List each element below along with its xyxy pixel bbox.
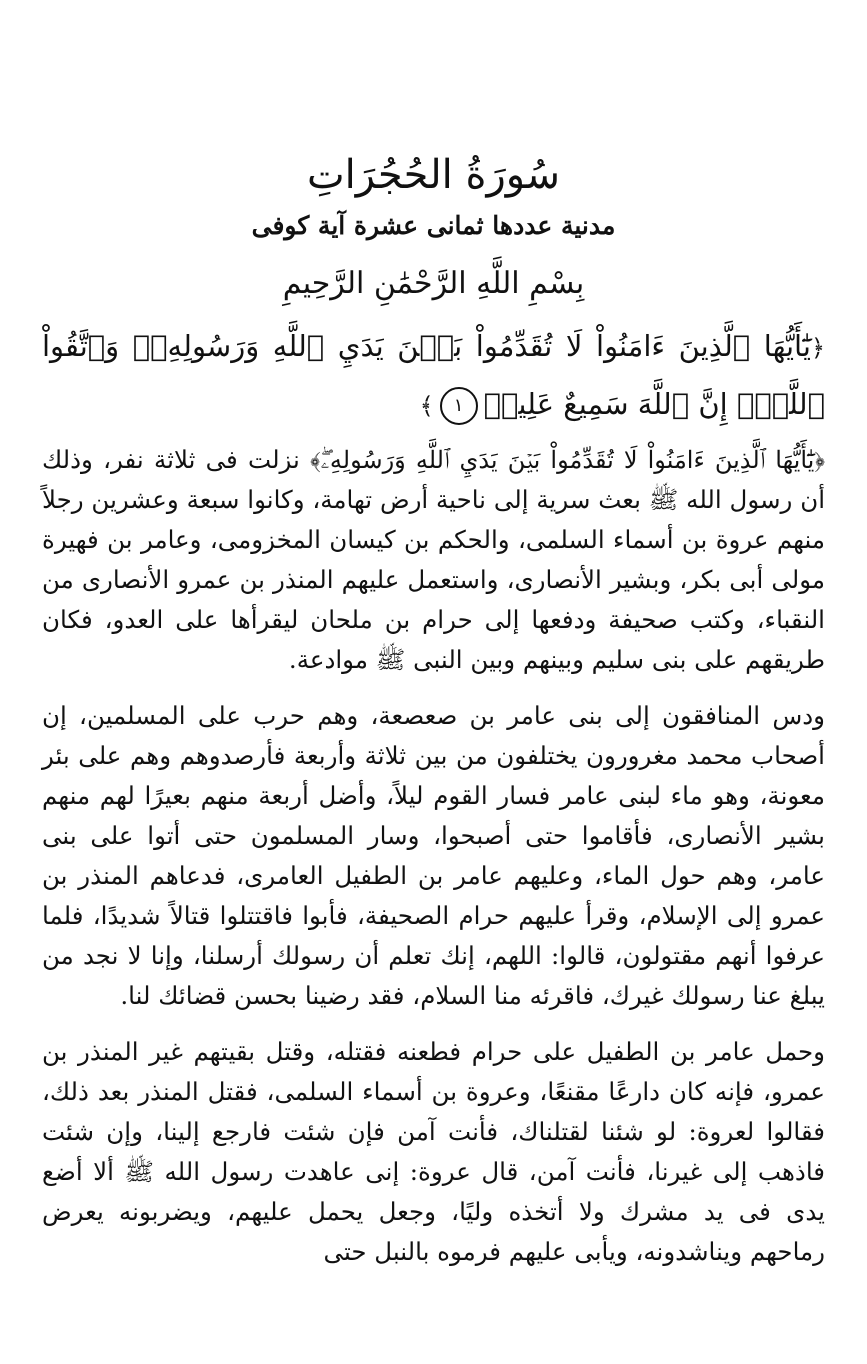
paragraph-text: نزلت فى ثلاثة نفر، وذلك أن رسول الله ﷺ بعث سرية إلى ناحية أرض تهامة، وكانوا سبعة وعشرين رجلاً منهم عروة بن أسماء السلمى، والحكم بن كيسان المخزومى، وعامر بن فهيرة مولى أبى بكر، وبشير الأنصارى، واستعمل عليهم المنذر بن عمرو الأنصارى من النقباء، وكتب صحيفة ودفعها إلى حرام بن ملحان ليقرأها على العدو، فكان طريقهم على بنى سليم وبينهم وبين النبى ﷺ موادعة. bbox=[42, 445, 825, 674]
basmala: بِسْمِ اللَّهِ الرَّحْمَٰنِ الرَّحِيمِ bbox=[282, 266, 585, 301]
surah-title: سُورَةُ الحُجُرَاتِ bbox=[307, 152, 560, 198]
quran-verse bbox=[42, 318, 825, 434]
quote-open-bracket: ﴿ bbox=[814, 446, 825, 474]
tafsir-paragraph-2: ودس المنافقون إلى بنى عامر بن صعصعة، وهم حرب على المسلمين، إن أصحاب محمد مغرورون يختلفون من بين ثلاثة وأربعة فأرصدوهم وهم على بئر معونة، وهو ماء لبنى عامر فسار القوم ليلاً، وأضل أربعة منهم بعيرًا لهم منهم بشير الأنصارى، فأقاموا حتى أصبحوا، وسار المسلمون حتى أتوا على بنى عامر، وهم حول الماء، وعليهم عامر بن الطفيل العامرى، فدعاهم المنذر بن عمرو إلى الإسلام، وقرأ عليهم حرام الصحيفة، فأبوا فاقتتلوا قتالاً شديدًا، فلما عرفوا أنهم مقتولون، قالوا: اللهم، إنك تعلم أن رسولك أرسلنا، وإنا لا نجد من يبلغ عنا رسولك غيرك، فاقرئه منا السلام، فقد رضينا بحسن قضائك لنا. bbox=[42, 701, 825, 1010]
tafsir-paragraph-3: وحمل عامر بن الطفيل على حرام فطعنه فقتله، وقتل بقيتهم غير المنذر بن عمرو، فإنه كان دارعًا مقنعًا، وعروة بن أسماء السلمى، فقتل المنذر بعد ذلك، فقالوا لعروة: لو شئنا لقتلناك، فأنت آمن فإن شئت فارجع إلينا، وإن شئت فاذهب إلى غيرنا، فأنت آمن، قال عروة: إنى عاهدت رسول الله ﷺ ألا أضع يدى فى يد مشرك ولا أتخذه وليًا، وجعل يحمل عليهم، ويضربونه يعرض رماحهم ويناشدونه، ويأبى عليهم فرموه بالنبل حتى bbox=[42, 1037, 825, 1266]
surah-subtitle: مدنية عددها ثمانى عشرة آية كوفى bbox=[251, 211, 616, 240]
ayah-number-marker: ١ bbox=[440, 387, 478, 425]
tafsir-paragraph-1 bbox=[42, 440, 825, 680]
verse-text: يَٰٓأَيُّهَا ٱلَّذِينَ ءَامَنُواْ لَا تُقَدِّمُواْ بَيۡنَ يَدَيِ ٱللَّهِ وَرَسُولِهِۦۖ وَٱتَّقُواْ ٱللَّهَۚ إِنَّ ٱللَّهَ سَمِيعٌ عَلِيمٞ bbox=[42, 329, 825, 421]
quoted-verse: يَٰٓأَيُّهَا ٱلَّذِينَ ءَامَنُواْ لَا تُقَدِّمُواْ بَيۡنَ يَدَيِ ٱللَّهِ وَرَسُولِهِۦۖ bbox=[320, 446, 815, 474]
verse-close-bracket: ﴾ bbox=[419, 392, 434, 420]
verse-open-bracket: ﴿ bbox=[810, 334, 825, 362]
quote-close-bracket: ﴾ bbox=[310, 446, 321, 474]
